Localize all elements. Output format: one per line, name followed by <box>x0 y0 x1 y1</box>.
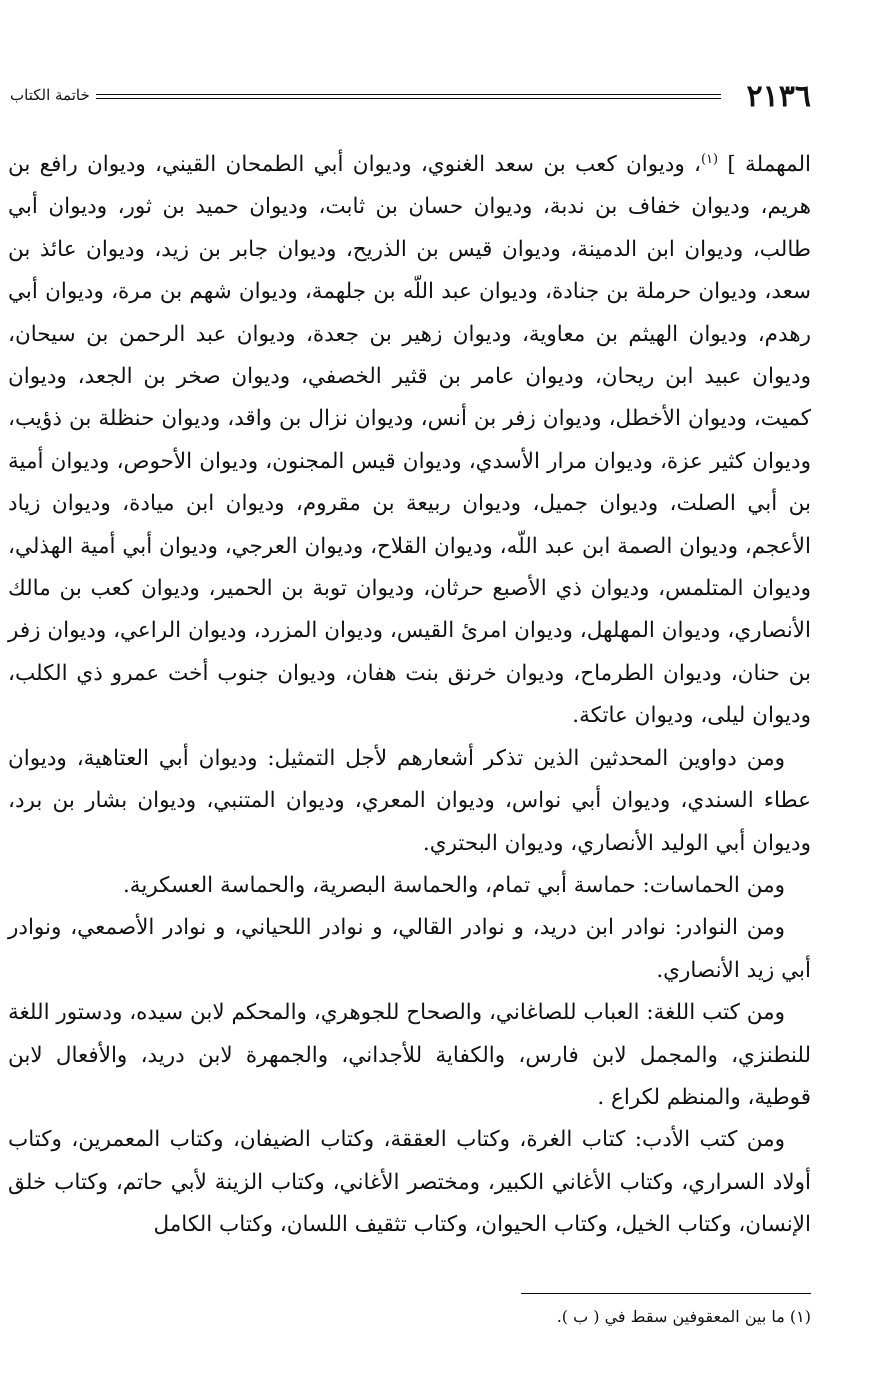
paragraph-hamasat: ومن الحماسات: حماسة أبي تمام، والحماسة البصرية، والحماسة العسكرية. <box>122 872 785 898</box>
paragraph-modern-diwans: ومن دواوين المحدثين الذين تذكر أشعارهم لأجل التمثيل: وديوان أبي العتاهية، وديوان عطاء السندي، وديوان أبي نواس، وديوان المعري، وديوان المتنبي، وديوان بشار بن برد، وديوان أبي الوليد الأنصاري، وديوان البحتري. <box>8 745 811 856</box>
running-title: خاتمة الكتاب <box>10 86 90 104</box>
footnote-rule <box>521 1293 811 1294</box>
footnote-ref: (١) <box>700 151 719 167</box>
body-text <box>8 144 811 1247</box>
header-rule <box>96 94 721 99</box>
paragraph-language-books: ومن كتب اللغة: العباب للصاغاني، والصحاح للجوهري، والمحكم لابن سيده، ودستور اللغة للنطنزي، والمجمل لابن فارس، والكفاية للأجداني، والجمهرة لابن دريد، والأفعال لابن قوطية، والمنظم لكراع . <box>8 1000 811 1110</box>
page-header <box>10 79 811 114</box>
paragraph-poets-diwans <box>8 144 811 738</box>
paragraph-adab-books: ومن كتب الأدب: كتاب الغرة، وكتاب العققة، وكتاب الضيفان، وكتاب المعمرين، وكتاب أولاد السراري، وكتاب الأغاني الكبير، ومختصر الأغاني، وكتاب الزينة لأبي حاتم، وكتاب خلق الإنسان، وكتاب الخيل، وكتاب الحيوان، وكتاب تثقيف اللسان، وكتاب الكامل <box>8 1127 811 1238</box>
page-number: ٢١٣٦ <box>746 79 811 114</box>
paragraph-text: ، وديوان كعب بن سعد الغنوي، وديوان أبي الطمحان القيني، وديوان رافع بن هريم، وديوان خفاف بن ندبة، وديوان حسان بن ثابت، وديوان حميد بن ثور، وديوان أبي طالب، وديوان ابن الدمينة، وديوان قيس بن الذريح، وديوان جابر بن زيد، وديوان عائذ بن سعد، وديوان حرملة بن جنادة، وديوان عبد اللّه بن جلهمة، وديوان شهم بن مرة، وديوان أبي رهدم، وديوان الهيثم بن معاوية، وديوان زهير بن جعدة، وديوان عبد الرحمن بن سيحان، وديوان عبيد ابن ريحان، وديوان عامر بن قثير الخصفي، وديوان صخر بن الجعد، وديوان كميت، وديوان الأخطل، وديوان زفر بن أنس، وديوان نزال بن واقد، وديوان حنظلة بن ذؤيب، وديوان كثير عزة، وديوان مرار الأسدي، وديوان قيس المجنون، وديوان الأحوص، وديوان أمية بن أبي الصلت، وديوان جميل، وديوان ربيعة بن مقروم، وديوان ابن ميادة، وديوان زياد الأعجم، وديوان الصمة ابن عبد اللّه، وديوان القلاح، وديوان العرجي، وديوان أبي أمية الهذلي، وديوان المتلمس، وديوان ذي الأصبع حرثان، وديوان توبة بن الحمير، وديوان كعب بن مالك الأنصاري، وديوان المهلهل، وديوان امرئ القيس، وديوان المزرد، وديوان الراعي، وديوان زفر بن حنان، وديوان الطرماح، وديوان خرنق بنت هفان، وديوان جنوب أخت عمرو ذي الكلب، وديوان ليلى، وديوان عاتكة. <box>8 152 812 729</box>
paragraph-nawadir: ومن النوادر: نوادر ابن دريد، و نوادر القالي، و نوادر اللحياني، و نوادر الأصمعي، ونوادر أبي زيد الأنصاري. <box>8 915 811 983</box>
paragraph-lead: المهملة ] <box>727 152 811 177</box>
footnote: (١) ما بين المعقوفين سقط في ( ب ). <box>556 1307 811 1326</box>
